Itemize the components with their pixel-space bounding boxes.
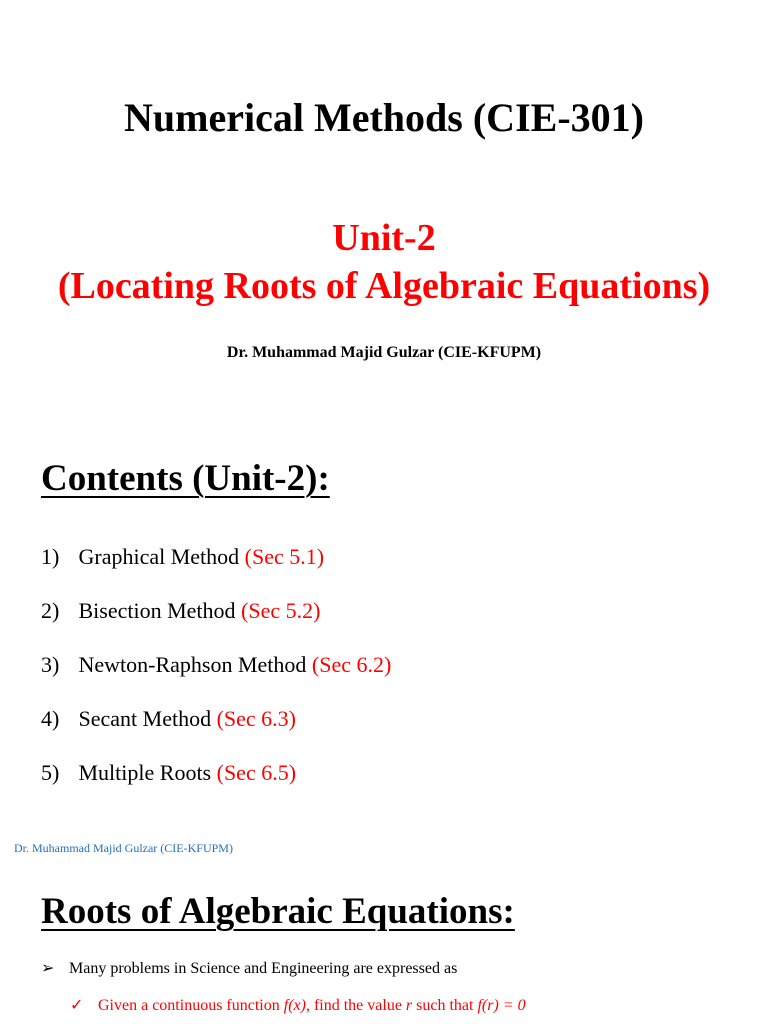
contents-heading: Contents (Unit-2): [41,458,330,499]
list-item-number: 2) [41,598,60,623]
unit-subtitle: (Locating Roots of Algebraic Equations) [57,265,711,307]
unit-title: Unit-2 [332,217,436,259]
author-name: Dr. Muhammad Majid Gulzar (CIE-KFUPM) [226,344,542,361]
checkmark-icon: ✓ [70,997,84,1014]
roots-heading: Roots of Algebraic Equations: [41,891,515,932]
list-item-label: Bisection Method [78,598,236,623]
math-equation: f(r) = 0 [477,997,526,1014]
sub-bullet-item [70,995,526,1017]
list-item-section: (Sec 6.5) [216,760,297,785]
list-item-label: Multiple Roots [78,760,212,785]
list-item-label: Graphical Method [78,544,240,569]
course-title: Numerical Methods (CIE-301) [124,95,644,140]
list-item-number: 3) [41,652,60,677]
list-item-number: 4) [41,706,60,731]
slide-footer: Dr. Muhammad Majid Gulzar (CIE-KFUPM) [14,841,233,855]
math-variable: r [405,997,413,1014]
bullet-text: Many problems in Science and Engineering are expressed as [69,960,458,977]
list-item [41,754,391,808]
math-function: f(x) [283,997,306,1014]
list-item-section: (Sec 5.1) [244,544,325,569]
contents-list [41,538,391,808]
list-item [41,700,391,754]
sub-bullet-text: such that [412,997,478,1014]
arrow-bullet-icon: ➢ [41,960,55,977]
bullet-item [41,958,457,980]
list-item-section: (Sec 6.3) [216,706,297,731]
list-item [41,592,391,646]
sub-bullet-text: , find the value [305,997,406,1014]
list-item-number: 1) [41,544,60,569]
list-item [41,538,391,592]
sub-bullet-text: Given a continuous function [98,997,284,1014]
list-item-number: 5) [41,760,60,785]
list-item-section: (Sec 6.2) [311,652,392,677]
list-item-label: Secant Method [78,706,212,731]
list-item-section: (Sec 5.2) [241,598,321,623]
list-item-label: Newton-Raphson Method [78,652,307,677]
list-item [41,646,391,700]
